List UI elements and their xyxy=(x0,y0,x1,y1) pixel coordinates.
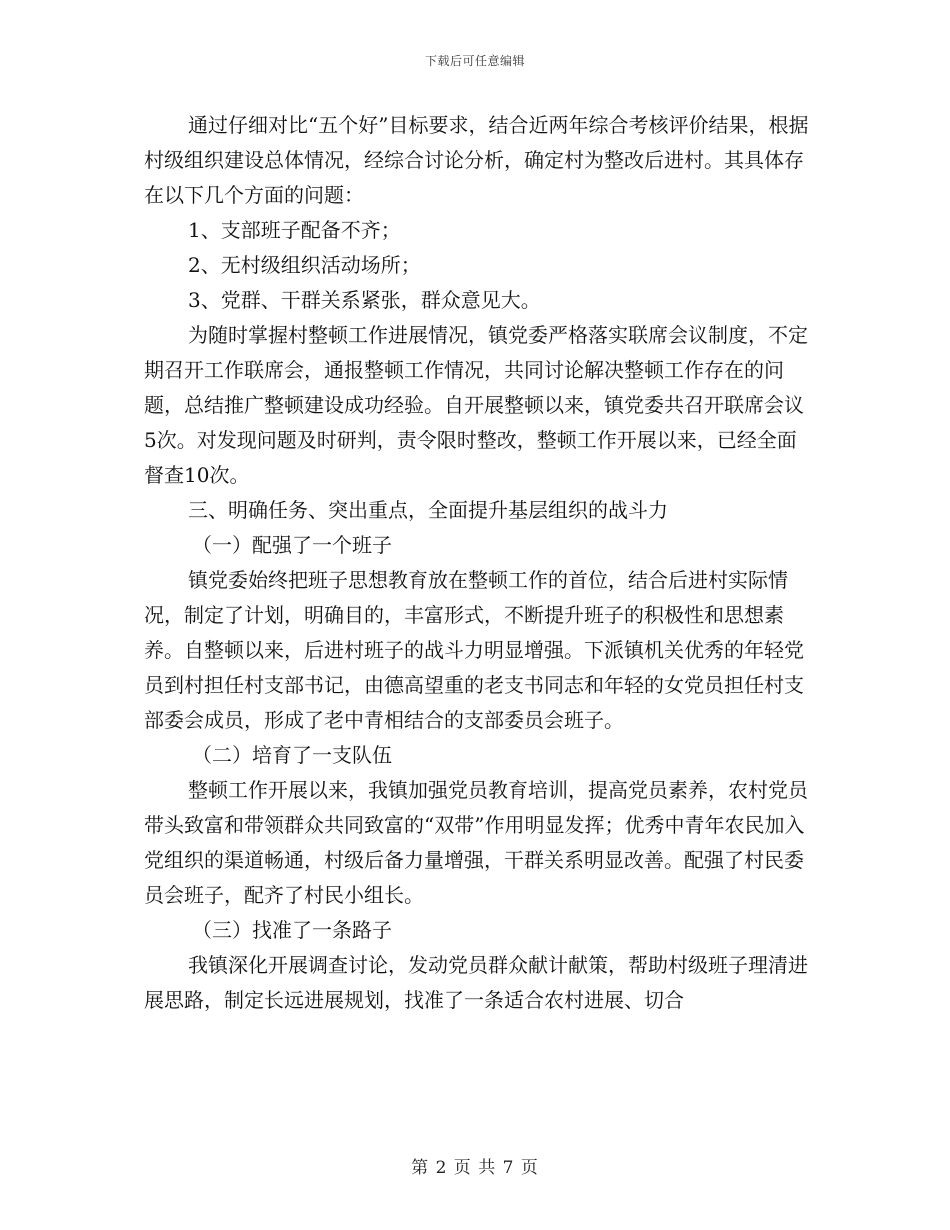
subheading-1: （一）配强了一个班子 xyxy=(192,533,392,557)
subheading-2: （二）培育了一支队伍 xyxy=(192,743,392,767)
subheading-3: （三）找准了一条路子 xyxy=(192,918,392,942)
page-number: 第 2 页 共 7 页 xyxy=(411,1158,539,1178)
list-item-problem-1: 1、支部班子配备不齐； xyxy=(188,218,401,242)
paragraph-members: 整顿工作开展以来，我镇加强党员教育培训，提高党员素养，农村党员带头致富和带领群众共同致富的“双带”作用明显发挥；优秀中青年农民加入党组织的渠道畅通，村级后备力量增强，干群关系明显改善。配强了村民委员会班子，配齐了村民小组长。 xyxy=(144,778,808,907)
paragraph-comparison: 通过仔细对比“五个好”目标要求，结合近两年综合考核评价结果，根据村级组织建设总体情况，经综合讨论分析，确定村为整改后进村。其具体存在以下几个方面的问题： xyxy=(144,113,809,207)
list-item-problem-3: 3、党群、干群关系紧张，群众意见大。 xyxy=(188,288,541,312)
document-body xyxy=(144,108,810,1018)
paragraph-team: 镇党委始终把班子思想教育放在整顿工作的首位，结合后进村实际情况，制定了计划，明确目的，丰富形式，不断提升班子的积极性和思想素养。自整顿以来，后进村班子的战斗力明显增强。下派镇机关优秀的年轻党员到村担任村支部书记，由德高望重的老支书同志和年轻的女党员担任村支部委会成员，形成了老中青相结合的支部委员会班子。 xyxy=(144,568,804,732)
section-heading-3: 三、明确任务、突出重点，全面提升基层组织的战斗力 xyxy=(188,498,668,522)
paragraph-path: 我镇深化开展调查讨论，发动党员群众献计献策，帮助村级班子理清进展思路，制定长远进展规划，找准了一条适合农村进展、切合 xyxy=(144,953,808,1012)
page-header-note: 下载后可任意编辑 xyxy=(424,54,525,68)
list-item-problem-2: 2、无村级组织活动场所； xyxy=(188,253,421,277)
paragraph-joint-meeting: 为随时掌握村整顿工作进展情况，镇党委严格落实联席会议制度，不定期召开工作联席会，通报整顿工作情况，共同讨论解决整顿工作存在的问题，总结推广整顿建设成功经验。自开展整顿以来，镇党委共召开联席会议5次。对发现问题及时研判，责令限时整改，整顿工作开展以来，已经全面督查10次。 xyxy=(144,323,808,487)
